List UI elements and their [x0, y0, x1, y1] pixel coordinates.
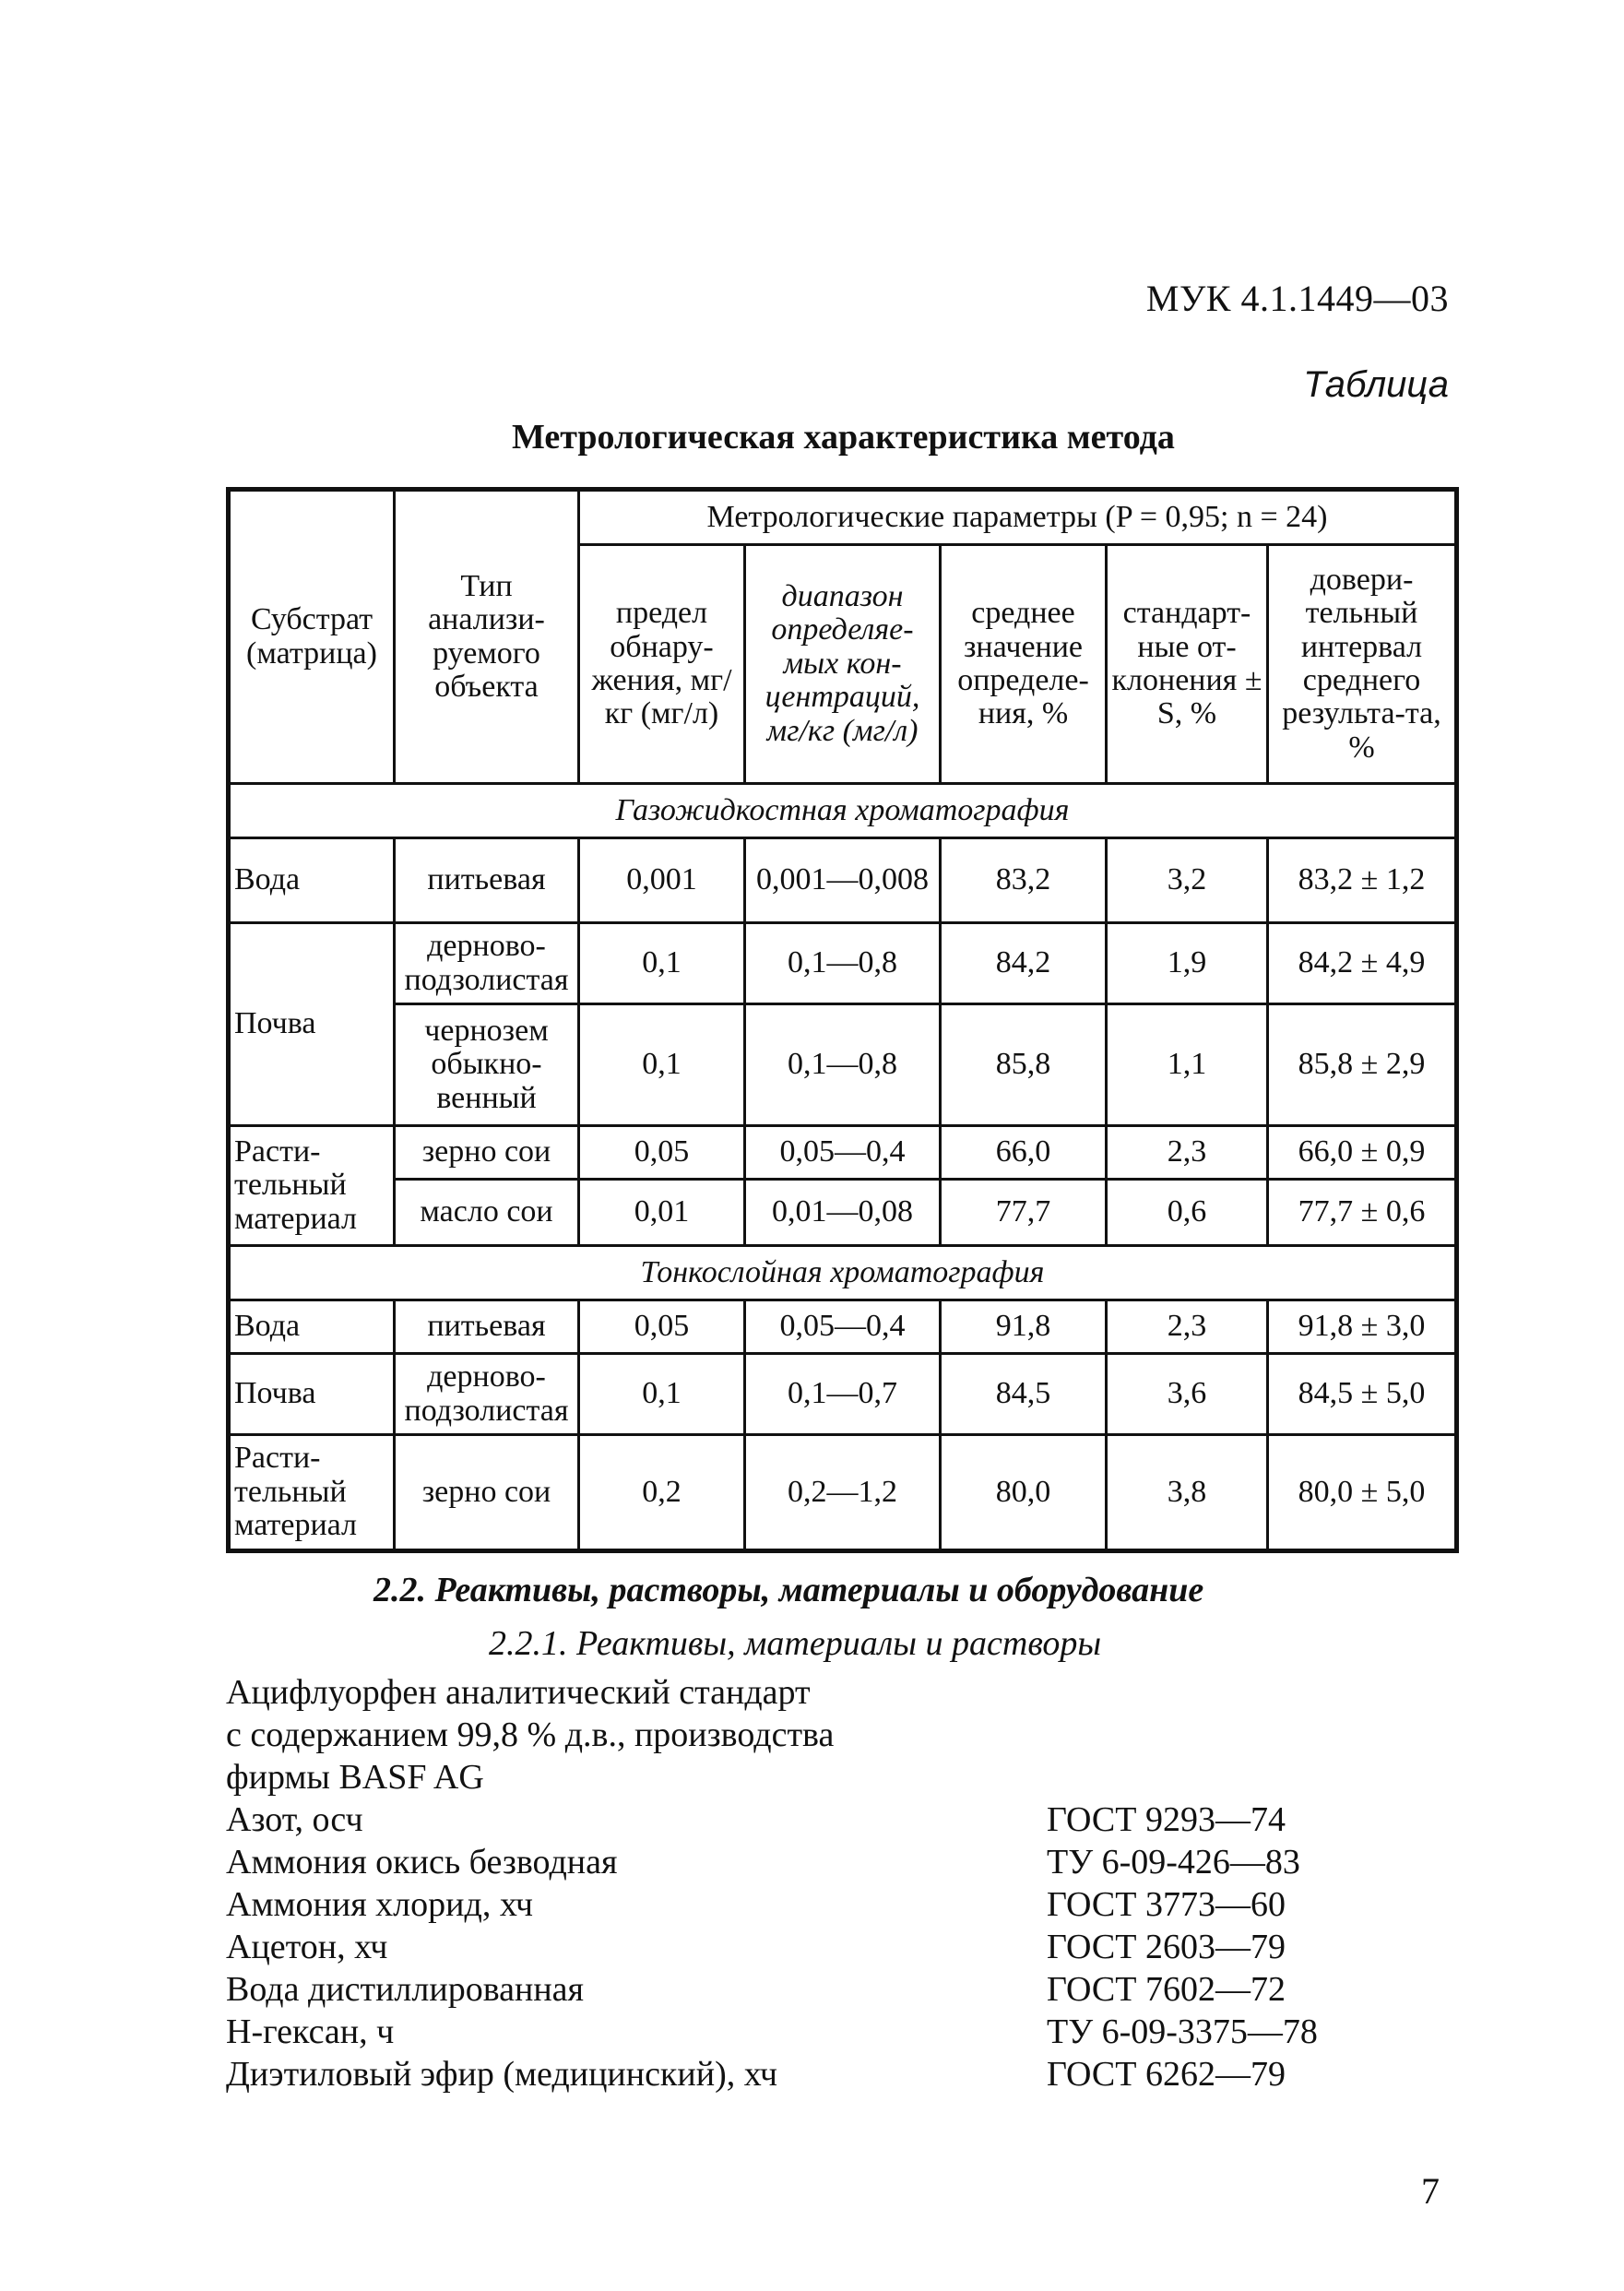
page-number: 7	[1421, 2170, 1440, 2212]
standard-ref: ГОСТ 7602—72	[1047, 1970, 1286, 2009]
header-object-type: Тип анализи-руемого объекта	[395, 490, 579, 784]
cell-mean: 85,8	[941, 1004, 1107, 1126]
cell-ci: 91,8 ± 3,0	[1268, 1300, 1457, 1354]
cell-substrate: Вода	[229, 1300, 395, 1354]
cell-ci: 77,7 ± 0,6	[1268, 1180, 1457, 1246]
cell-mean: 83,2	[941, 838, 1107, 923]
table-row	[229, 1300, 1457, 1354]
cell-lod: 0,001	[579, 838, 745, 923]
cell-range: 0,01—0,08	[745, 1180, 941, 1246]
cell-lod: 0,1	[579, 923, 745, 1004]
cell-type: дерново-подзолистая	[395, 923, 579, 1004]
table-row	[229, 923, 1457, 1004]
cell-type: питьевая	[395, 838, 579, 923]
cell-lod: 0,1	[579, 1354, 745, 1435]
list-item: Азот, осч	[226, 1800, 363, 1839]
list-item: Ацетон, хч	[226, 1928, 388, 1966]
list-item: Аммония хлорид, хч	[226, 1885, 534, 1924]
reagents-list	[226, 1671, 834, 2095]
cell-type: зерно сои	[395, 1126, 579, 1180]
header-substrate: Субстрат (матрица)	[229, 490, 395, 784]
cell-substrate: Расти-тельный материал	[229, 1126, 395, 1246]
cell-substrate: Расти-тельный материал	[229, 1435, 395, 1551]
cell-std: 1,9	[1107, 923, 1268, 1004]
cell-std: 1,1	[1107, 1004, 1268, 1126]
cell-std: 2,3	[1107, 1126, 1268, 1180]
cell-substrate: Вода	[229, 838, 395, 923]
table-row	[229, 1180, 1457, 1246]
table-row	[229, 1435, 1457, 1551]
cell-ci: 85,8 ± 2,9	[1268, 1004, 1457, 1126]
cell-std: 2,3	[1107, 1300, 1268, 1354]
document-code: МУК 4.1.1449—03	[1145, 278, 1449, 319]
list-item: Аммония окись безводная	[226, 1843, 618, 1881]
standard-ref: ГОСТ 2603—79	[1047, 1928, 1286, 1966]
section-heading-2-2-1: 2.2.1. Реактивы, материалы и растворы	[489, 1624, 1102, 1663]
table-title: Метрологическая характеристика метода	[512, 418, 1175, 457]
reagents-standards	[1047, 1798, 1318, 2095]
cell-lod: 0,01	[579, 1180, 745, 1246]
table-row	[229, 1354, 1457, 1435]
cell-substrate: Почва	[229, 1354, 395, 1435]
header-detection-limit: предел обнару-жения, мг/кг (мг/л)	[579, 545, 745, 784]
cell-mean: 84,2	[941, 923, 1107, 1004]
cell-type: питьевая	[395, 1300, 579, 1354]
header-mean: среднее значение определе-ния, %	[941, 545, 1107, 784]
list-item: Диэтиловый эфир (медицинский), хч	[226, 2055, 777, 2094]
table-row	[229, 838, 1457, 923]
cell-mean: 84,5	[941, 1354, 1107, 1435]
cell-mean: 66,0	[941, 1126, 1107, 1180]
cell-type: дерново-подзолистая	[395, 1354, 579, 1435]
cell-ci: 83,2 ± 1,2	[1268, 838, 1457, 923]
standard-ref: ГОСТ 9293—74	[1047, 1800, 1286, 1839]
cell-ci: 66,0 ± 0,9	[1268, 1126, 1457, 1180]
header-params-group: Метрологические параметры (P = 0,95; n = 24)	[579, 490, 1457, 545]
cell-range: 0,1—0,7	[745, 1354, 941, 1435]
cell-range: 0,1—0,8	[745, 1004, 941, 1126]
section-gc: Газожидкостная хроматография	[229, 784, 1457, 838]
cell-ci: 84,2 ± 4,9	[1268, 923, 1457, 1004]
cell-range: 0,05—0,4	[745, 1126, 941, 1180]
cell-type: зерно сои	[395, 1435, 579, 1551]
cell-mean: 91,8	[941, 1300, 1107, 1354]
section-tlc: Тонкослойная хроматография	[229, 1246, 1457, 1300]
header-range: диапазон определяе-мых кон-центраций, мг/кг (мг/л)	[745, 545, 941, 784]
cell-lod: 0,05	[579, 1300, 745, 1354]
table-row	[229, 1004, 1457, 1126]
list-item: фирмы BASF AG	[226, 1758, 484, 1797]
cell-mean: 80,0	[941, 1435, 1107, 1551]
cell-std: 3,6	[1107, 1354, 1268, 1435]
cell-type: масло сои	[395, 1180, 579, 1246]
table-label: Таблица	[1303, 364, 1449, 405]
header-ci: довери-тельный интервал среднего результа-та, %	[1268, 545, 1457, 784]
standard-ref: ГОСТ 3773—60	[1047, 1885, 1286, 1924]
cell-std: 3,2	[1107, 838, 1268, 923]
metrology-table	[226, 487, 1459, 1553]
standard-ref: ТУ 6-09-3375—78	[1047, 2012, 1318, 2051]
list-item: Вода дистиллированная	[226, 1970, 585, 2009]
cell-ci: 80,0 ± 5,0	[1268, 1435, 1457, 1551]
cell-type: чернозем обыкно-венный	[395, 1004, 579, 1126]
table-row	[229, 1126, 1457, 1180]
cell-range: 0,001—0,008	[745, 838, 941, 923]
cell-substrate: Почва	[229, 923, 395, 1126]
header-std: стандарт-ные от-клонения ± S, %	[1107, 545, 1268, 784]
cell-range: 0,2—1,2	[745, 1435, 941, 1551]
cell-lod: 0,1	[579, 1004, 745, 1126]
cell-lod: 0,2	[579, 1435, 745, 1551]
cell-ci: 84,5 ± 5,0	[1268, 1354, 1457, 1435]
section-heading-2-2: 2.2. Реактивы, растворы, материалы и оборудование	[373, 1571, 1204, 1609]
cell-std: 3,8	[1107, 1435, 1268, 1551]
cell-range: 0,05—0,4	[745, 1300, 941, 1354]
cell-mean: 77,7	[941, 1180, 1107, 1246]
standard-ref: ТУ 6-09-426—83	[1047, 1843, 1300, 1881]
cell-lod: 0,05	[579, 1126, 745, 1180]
standard-ref: ГОСТ 6262—79	[1047, 2055, 1286, 2094]
cell-range: 0,1—0,8	[745, 923, 941, 1004]
list-item: Н-гексан, ч	[226, 2012, 395, 2051]
list-item: Ацифлуорфен аналитический стандарт	[226, 1673, 811, 1712]
cell-std: 0,6	[1107, 1180, 1268, 1246]
list-item: с содержанием 99,8 % д.в., производства	[226, 1715, 835, 1754]
